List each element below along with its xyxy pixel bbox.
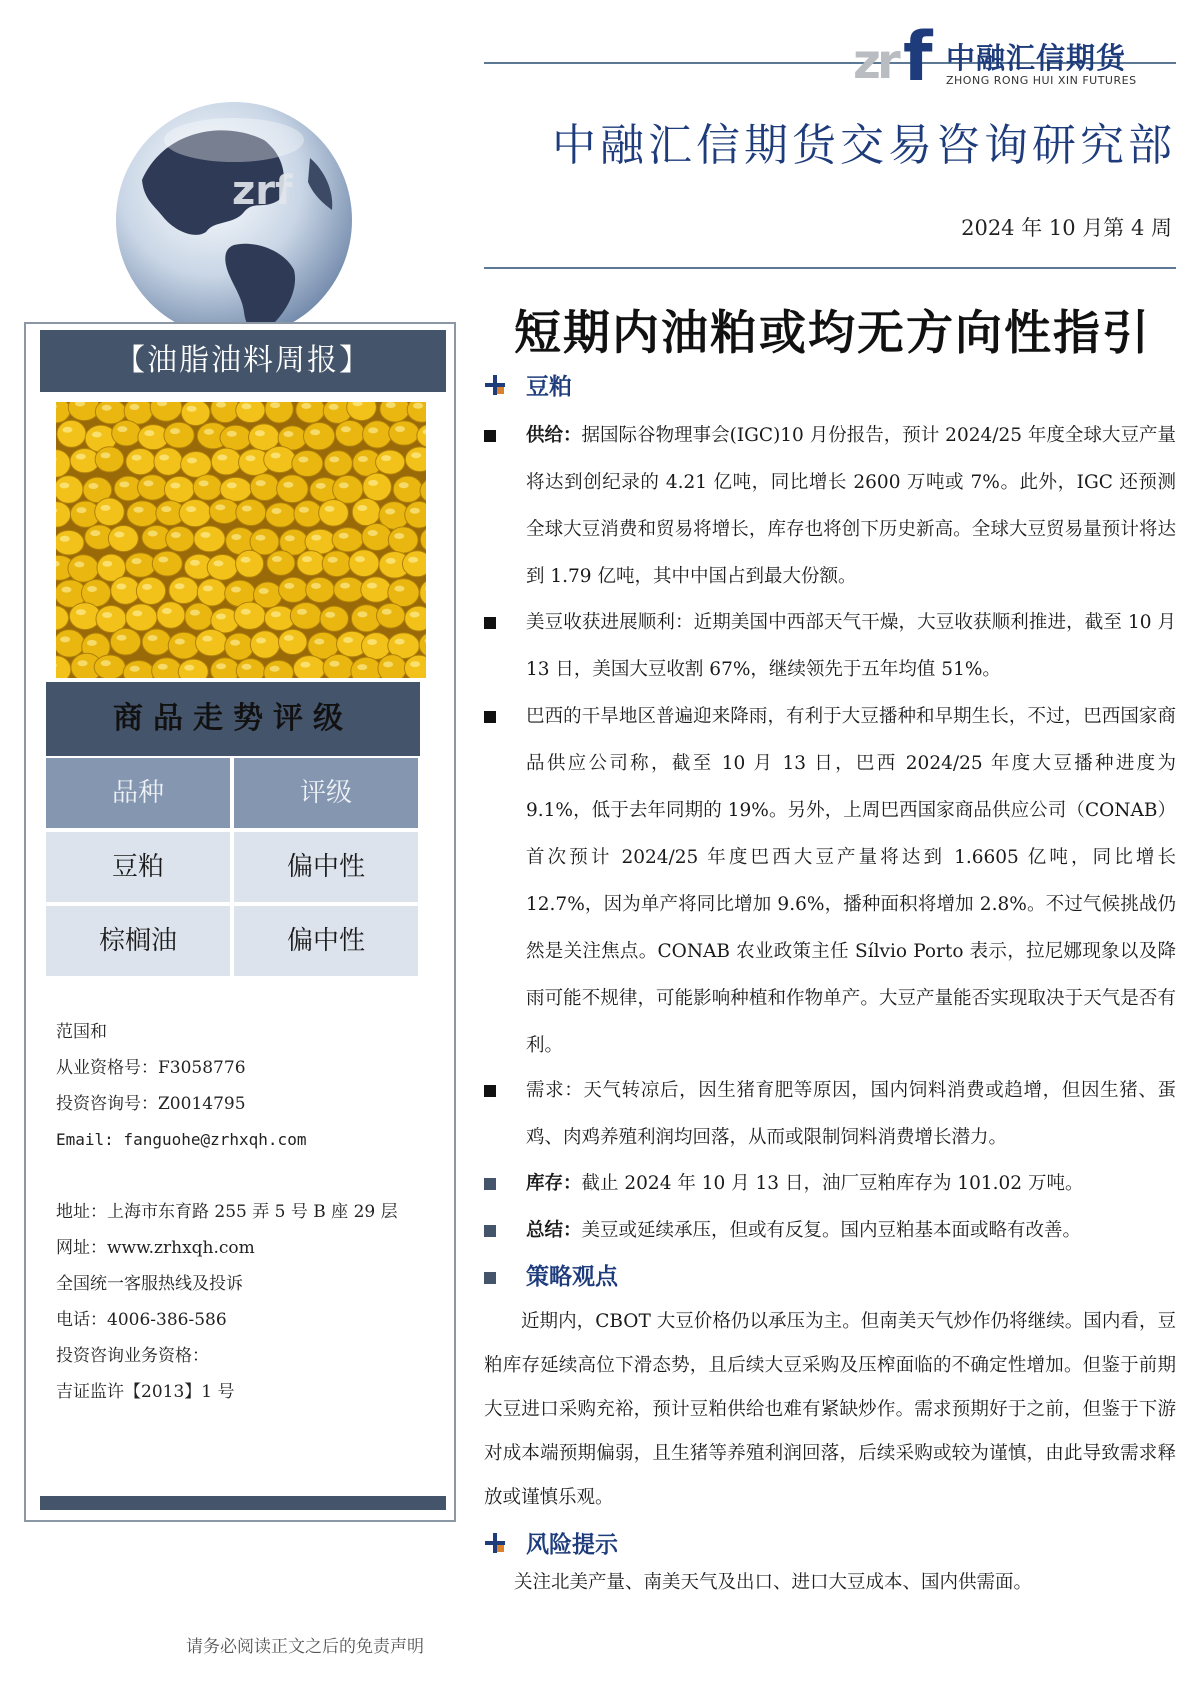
bullet-brazil	[526, 693, 1176, 1069]
section-plus-icon	[484, 374, 506, 396]
section-title-risk: 风险提示	[526, 1531, 618, 1558]
logo-chinese-name: 中融汇信期货	[946, 41, 1127, 75]
analyst-consult-number: 投资咨询号：Z0014795	[56, 1094, 246, 1114]
bullet-demand-text: 需求：天气转凉后，因生猪育肥等原因，国内饲料消费或趋增，但因生猪、蛋鸡、肉鸡养殖利润均回落，从而或限制饲料消费增长潜力。	[526, 1080, 1176, 1148]
company-website: 网址：www.zrhxqh.com	[56, 1238, 255, 1258]
bullet-us-harvest-text: 美豆收获进展顺利：近期美国中西部天气干燥，大豆收获顺利推进，截至 10 月 13 日，美国大豆收割 67%，继续领先于五年均值 51%。	[526, 612, 1176, 680]
rating-header-rating: 评级	[234, 758, 418, 828]
rating-row-2-rating: 偏中性	[234, 906, 418, 976]
bullet-us-harvest	[526, 599, 1176, 693]
rating-row-2-variety: 棕榈油	[46, 906, 230, 976]
section-title-soymeal: 豆粕	[526, 373, 572, 400]
soybeans-image	[56, 402, 426, 678]
hotline-label: 全国统一客服热线及投诉	[56, 1274, 243, 1294]
bullet-supply-label: 供给：	[526, 425, 582, 446]
bullet-square-icon	[484, 1178, 496, 1190]
department-title: 中融汇信期货交易咨询研究部	[552, 120, 1176, 171]
analyst-name: 范国和	[56, 1022, 107, 1042]
bullet-square-icon	[484, 1085, 496, 1097]
sidebar-bottom-bar	[40, 1496, 446, 1510]
report-date: 2024 年 10 月第 4 周	[961, 216, 1172, 240]
bullet-summary-label: 总结：	[526, 1220, 582, 1241]
bullet-summary	[526, 1207, 1176, 1254]
report-headline: 短期内油粕或均无方向性指引	[514, 306, 1151, 361]
risk-paragraph: 关注北美产量、南美天气及出口、进口大豆成本、国内供需面。	[514, 1572, 1033, 1593]
report-type-banner: 【油脂油料周报】	[40, 330, 446, 392]
bullet-square-icon	[484, 617, 496, 629]
bullet-inventory-label: 库存：	[526, 1173, 582, 1194]
rating-row-1-variety: 豆粕	[46, 832, 230, 902]
logo-english-name: ZHONG RONG HUI XIN FUTURES	[946, 74, 1137, 87]
qualification-number: 吉证监许【2013】1 号	[56, 1382, 235, 1402]
company-logo-icon: zr f	[853, 18, 933, 97]
bullet-summary-text: 美豆或延续承压，但或有反复。国内豆粕基本面或略有改善。	[581, 1220, 1082, 1241]
rating-title: 商品走势评级	[46, 682, 420, 756]
disclaimer-note: 请务必阅读正文之后的免责声明	[186, 1637, 424, 1657]
rating-header-variety: 品种	[46, 758, 230, 828]
company-phone: 电话：4006-386-586	[56, 1310, 227, 1330]
strategy-paragraph: 近期内，CBOT 大豆价格仍以承压为主。但南美天气炒作仍将继续。国内看，豆粕库存延续高位下滑态势，且后续大豆采购及压榨面临的不确定性增加。但鉴于前期大豆进口采购充裕，预计豆粕供给也难有紧缺炒作。需求预期好于之前，但鉴于下游对成本端预期偏弱，且生猪等养殖利润回落，后续采购或较为谨慎，由此导致需求释放或谨慎乐观。	[484, 1311, 1176, 1508]
bullet-square-icon	[484, 711, 496, 723]
rating-row-1-rating: 偏中性	[234, 832, 418, 902]
section-title-strategy: 策略观点	[526, 1263, 618, 1290]
bullet-inventory	[526, 1160, 1176, 1207]
bullet-supply	[526, 412, 1176, 600]
bullet-inventory-text: 截止 2024 年 10 月 13 日，油厂豆粕库存为 101.02 万吨。	[581, 1173, 1084, 1194]
globe-icon	[114, 100, 354, 340]
globe-logo-mark: zrf	[232, 168, 293, 214]
section-square-icon	[484, 1272, 496, 1284]
bullet-square-icon	[484, 1225, 496, 1237]
header-rule-bottom	[484, 267, 1176, 269]
analyst-license: 从业资格号：F3058776	[56, 1058, 246, 1078]
analyst-email: Email: fanguohe@zrhxqh.com	[56, 1130, 307, 1149]
bullet-square-icon	[484, 430, 496, 442]
bullet-demand	[526, 1067, 1176, 1161]
bullet-brazil-text: 巴西的干旱地区普遍迎来降雨，有利于大豆播种和早期生长，不过，巴西国家商品供应公司称，截至 10 月 13 日，巴西 2024/25 年度大豆播种进度为 9.1%，低于去年同期的 19%。另外，上周巴西国家商品供应公司（CONAB）首次预计 2024/25 年度巴西大豆产量将达到 1.6605 亿吨，同比增长 12.7%，因为单产将同比增加 9.6%，播种面积将增加 2.8%。不过气候挑战仍然是关注焦点。CONAB 农业政策主任 Sílvio Porto 表示，拉尼娜现象以及降雨可能不规律，可能影响种植和作物单产。大豆产量能否实现取决于天气是否有利。	[526, 706, 1176, 1056]
company-address: 地址：上海市东育路 255 弄 5 号 B 座 29 层	[56, 1202, 398, 1222]
section-plus-icon	[484, 1532, 506, 1554]
bullet-supply-text: 据国际谷物理事会(IGC)10 月份报告，预计 2024/25 年度全球大豆产量将达到创纪录的 4.21 亿吨，同比增长 2600 万吨或 7%。此外，IGC 还预测全球大豆消费和贸易将增长，库存也将创下历史新高。全球大豆贸易量预计将达到 1.79 亿吨，其中中国占到最大份额。	[526, 425, 1176, 587]
qualification-label: 投资咨询业务资格：	[56, 1346, 209, 1366]
